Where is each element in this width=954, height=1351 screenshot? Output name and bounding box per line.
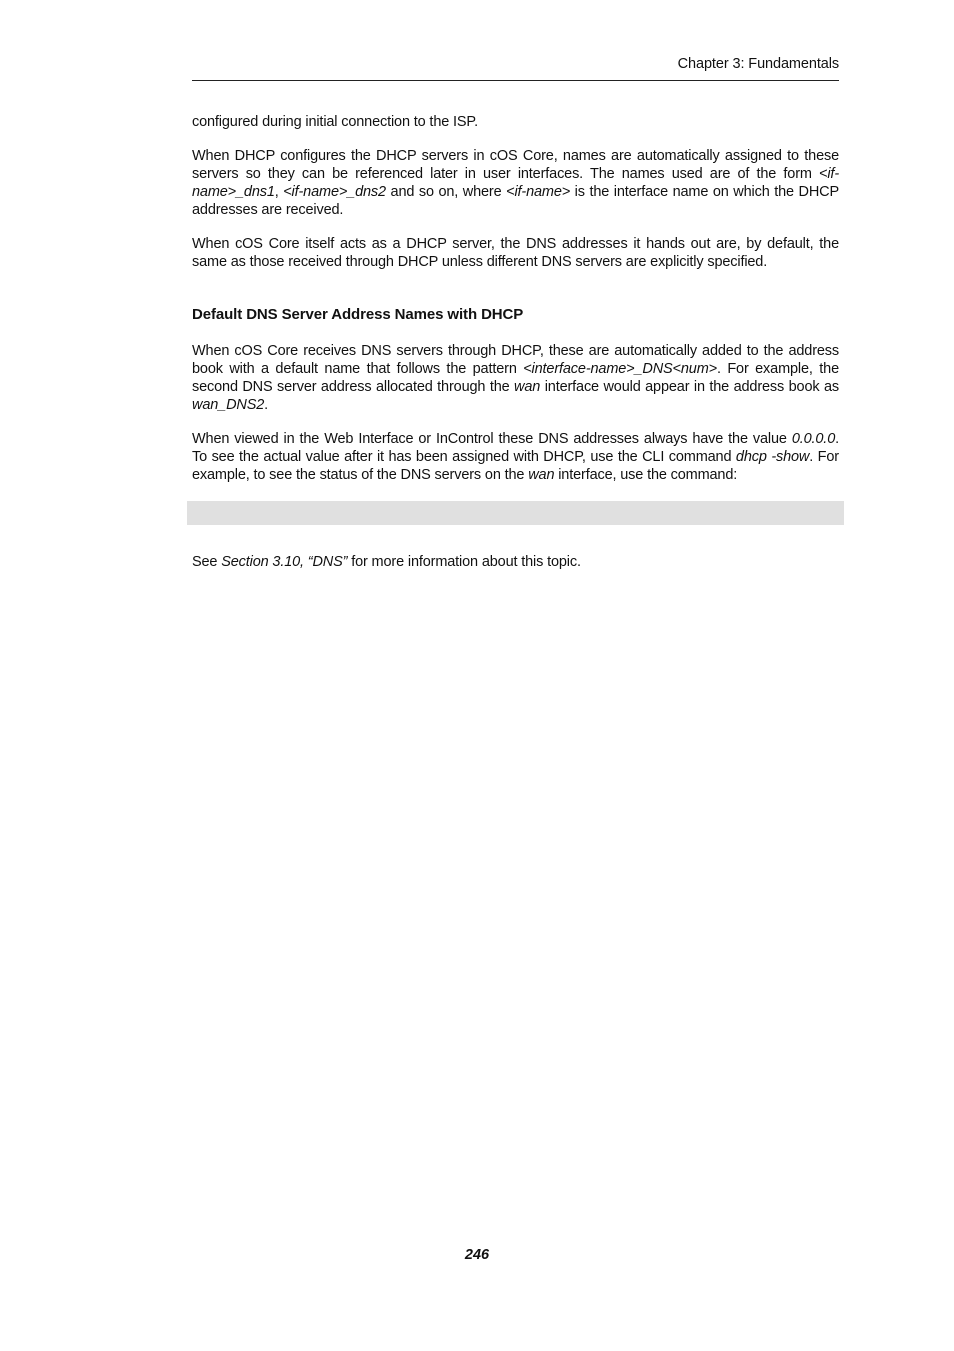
paragraph-dhcp-server: When cOS Core itself acts as a DHCP server, the DNS addresses it hands out are, by default, the same as those received through DHCP unless different DNS servers are explicitly specified. (192, 236, 839, 270)
page-header (192, 54, 839, 81)
paragraph-isp: configured during initial connection to the ISP. (192, 114, 478, 130)
paragraph-dhcp-names: When DHCP configures the DHCP servers in cOS Core, names are automatically assigned to these servers so they can be referenced later in user interfaces. The names used are of the form <if-name>_dns1, <if-name>_dns2 and so on, where <if-name> is the interface name on which the DHCP addresses are received. (192, 148, 840, 218)
paragraph-default-names: When cOS Core receives DNS servers through DHCP, these are automatically added to the address book with a default name that follows the pattern <interface-name>_DNS<num>. For example, the second DNS server address allocated through the wan interface would appear in the address book as wan_DNS2. (192, 343, 840, 413)
code-example-box (187, 501, 844, 525)
paragraph-see-also: See Section 3.10, “DNS” for more information about this topic. (192, 554, 581, 570)
paragraph-web-interface: When viewed in the Web Interface or InControl these DNS addresses always have the value 0.0.0.0. To see the actual value after it has been assigned with DHCP, use the CLI command dhcp -show. For example, to see the status of the DNS servers on the wan interface, use the command: (192, 431, 839, 483)
chapter-title: Chapter 3: Fundamentals (677, 56, 839, 72)
section-link[interactable]: Section 3.10, “DNS” (221, 554, 348, 570)
page-number: 246 (464, 1247, 490, 1263)
section-heading: Default DNS Server Address Names with DHCP (192, 306, 524, 323)
